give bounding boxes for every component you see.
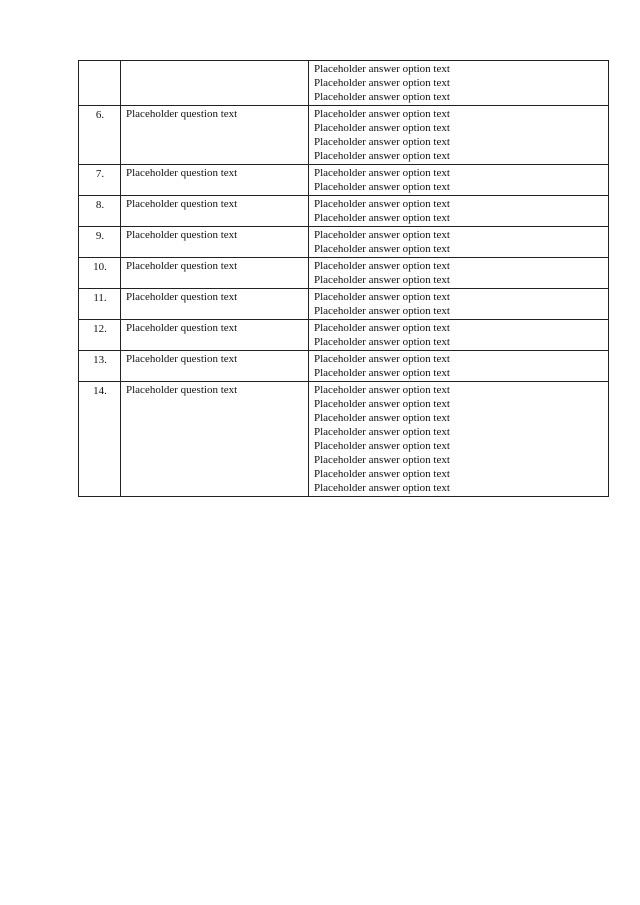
answers-cell: [309, 227, 609, 258]
row-number: 14.: [79, 382, 121, 497]
questionnaire-table-body: [79, 61, 609, 497]
question-cell: Placeholder question text: [121, 320, 309, 351]
answer-option: Placeholder answer option text: [314, 426, 450, 438]
answer-option: Placeholder answer option text: [314, 305, 450, 317]
table-row: [79, 320, 609, 351]
answer-option: Placeholder answer option text: [314, 353, 450, 365]
answer-option: Placeholder answer option text: [314, 482, 450, 494]
row-number: 10.: [79, 258, 121, 289]
question-cell: Placeholder question text: [121, 351, 309, 382]
answer-option: Placeholder answer option text: [314, 274, 450, 286]
row-number: 13.: [79, 351, 121, 382]
answers-cell: [309, 351, 609, 382]
table-row: [79, 289, 609, 320]
row-number: 12.: [79, 320, 121, 351]
answer-option: Placeholder answer option text: [314, 181, 450, 193]
answers-cell: [309, 196, 609, 227]
question-cell: Placeholder question text: [121, 289, 309, 320]
answer-option: Placeholder answer option text: [314, 150, 450, 162]
table-row: [79, 165, 609, 196]
question-cell: Placeholder question text: [121, 165, 309, 196]
table-row: [79, 106, 609, 165]
question-cell: Placeholder question text: [121, 106, 309, 165]
question-cell: Placeholder question text: [121, 258, 309, 289]
table-row: [79, 382, 609, 497]
answer-option: Placeholder answer option text: [314, 412, 450, 424]
answer-option: Placeholder answer option text: [314, 212, 450, 224]
answer-option: Placeholder answer option text: [314, 63, 450, 75]
answer-option: Placeholder answer option text: [314, 91, 450, 103]
answer-option: Placeholder answer option text: [314, 136, 450, 148]
answer-option: Placeholder answer option text: [314, 229, 450, 241]
row-number: 8.: [79, 196, 121, 227]
answer-option: Placeholder answer option text: [314, 260, 450, 272]
question-cell: Placeholder question text: [121, 382, 309, 497]
table-row: [79, 227, 609, 258]
answer-option: Placeholder answer option text: [314, 322, 450, 334]
answers-cell: [309, 289, 609, 320]
answer-option: Placeholder answer option text: [314, 454, 450, 466]
questionnaire-table: [78, 60, 609, 497]
table-row: [79, 258, 609, 289]
answers-cell: [309, 106, 609, 165]
answer-option: Placeholder answer option text: [314, 77, 450, 89]
answer-option: Placeholder answer option text: [314, 122, 450, 134]
row-number: 9.: [79, 227, 121, 258]
row-number: 7.: [79, 165, 121, 196]
answer-option: Placeholder answer option text: [314, 468, 450, 480]
answers-cell: [309, 320, 609, 351]
row-number: 6.: [79, 106, 121, 165]
answers-cell: [309, 382, 609, 497]
table-row: [79, 196, 609, 227]
answer-option: Placeholder answer option text: [314, 367, 450, 379]
row-number: 11.: [79, 289, 121, 320]
row-number: [79, 61, 121, 106]
answer-option: Placeholder answer option text: [314, 108, 450, 120]
table-row: [79, 351, 609, 382]
answer-option: Placeholder answer option text: [314, 167, 450, 179]
answer-option: Placeholder answer option text: [314, 398, 450, 410]
answer-option: Placeholder answer option text: [314, 384, 450, 396]
question-cell: [121, 61, 309, 106]
answer-option: Placeholder answer option text: [314, 336, 450, 348]
answer-option: Placeholder answer option text: [314, 440, 450, 452]
answer-option: Placeholder answer option text: [314, 291, 450, 303]
document-page: [78, 60, 608, 497]
answer-option: Placeholder answer option text: [314, 243, 450, 255]
answers-cell: [309, 61, 609, 106]
table-row: [79, 61, 609, 106]
answers-cell: [309, 258, 609, 289]
answers-cell: [309, 165, 609, 196]
answer-option: Placeholder answer option text: [314, 198, 450, 210]
question-cell: Placeholder question text: [121, 196, 309, 227]
question-cell: Placeholder question text: [121, 227, 309, 258]
